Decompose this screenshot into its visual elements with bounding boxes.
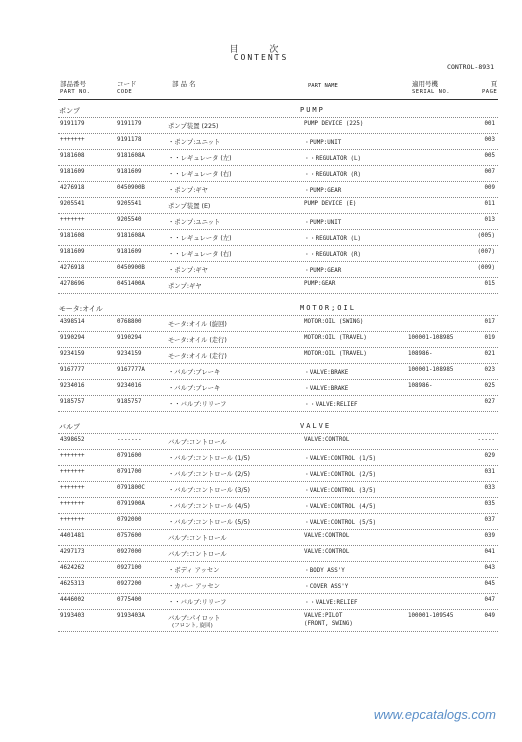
name-jp-cell: ・ポンプ:ギヤ (168, 267, 208, 274)
part-no-cell: 4276918 (60, 185, 85, 191)
title-en: CONTENTS (233, 53, 289, 62)
part-no-cell: 9193403 (60, 613, 85, 619)
section-header (0, 104, 522, 118)
part-no-cell: 4446002 (60, 597, 85, 603)
code-cell: 0791700 (117, 469, 142, 475)
table-row[interactable] (0, 262, 522, 278)
page-cell: (007) (477, 249, 495, 255)
table-row[interactable] (0, 348, 522, 364)
page-cell: 035 (484, 501, 495, 507)
page-cell: (005) (477, 233, 495, 239)
name-en-cell: VALVE:CONTROL (304, 549, 350, 555)
code-cell: 9167777A (117, 367, 145, 373)
name-en-cell: ・PUMP:UNIT (304, 140, 342, 146)
page-cell: 019 (484, 335, 495, 341)
name-jp-cell: ・カバー アッセン (168, 583, 220, 590)
name-en-cell: ・VALVE:CONTROL (3/5) (304, 488, 377, 494)
serial-cell: 100001-109545 (408, 613, 454, 619)
name-jp-cell: バルブ:パイロット (168, 615, 221, 622)
section-title-en: PUMP (300, 106, 325, 114)
code-cell: 0757600 (117, 533, 142, 539)
code-cell: 0450900B (117, 185, 145, 191)
page-cell: 017 (484, 319, 495, 325)
name-jp-cell: ・バルブ:ブレーキ (168, 369, 221, 376)
name-jp-cell: モータ:オイル (走行) (168, 337, 227, 344)
name-jp-cell: ・バルブ:コントロール (5/5) (168, 519, 251, 526)
section-title-en: VALVE (300, 422, 332, 430)
code-cell: 9191178 (117, 137, 142, 143)
code-cell: 0927100 (117, 565, 142, 571)
table-row[interactable] (0, 316, 522, 332)
table-row[interactable] (0, 364, 522, 380)
table-row[interactable] (0, 578, 522, 594)
header-code-jp: コード (117, 80, 137, 88)
header-code-en: CODE (117, 89, 133, 95)
table-row[interactable] (0, 214, 522, 230)
name-en-cell: MOTOR:OIL (TRAVEL) (304, 335, 367, 341)
part-no-cell: +++++++ (60, 217, 85, 223)
name-en-cell: MOTOR:OIL (SWING) (304, 319, 364, 325)
code-cell: 0791800C (117, 485, 145, 491)
name-jp-cell: バルブ:コントロール (168, 551, 227, 558)
name-en-cell: PUMP DEVICE (225) (304, 121, 364, 127)
table-row[interactable] (0, 230, 522, 246)
part-no-cell: 4401481 (60, 533, 85, 539)
page-cell: 003 (484, 137, 495, 143)
page-cell: 041 (484, 549, 495, 555)
part-no-cell: 9181608 (60, 153, 85, 159)
code-cell: 0450900B (117, 265, 145, 271)
name-en-cell: ・・REGULATOR (L) (304, 156, 361, 162)
serial-cell: 108986- (408, 351, 433, 357)
name-jp-cell: ポンプ装置 (225) (168, 123, 219, 130)
watermark: www.epcatalogs.com (373, 707, 496, 722)
code-cell: 0768800 (117, 319, 142, 325)
code-cell: 9193403A (117, 613, 145, 619)
code-cell: 0792000 (117, 517, 142, 523)
page-cell: 027 (484, 399, 495, 405)
part-no-cell: 9181608 (60, 233, 85, 239)
table-row[interactable] (0, 594, 522, 610)
section-title-en: MOTOR;OIL (300, 304, 356, 312)
page-cell: 005 (484, 153, 495, 159)
code-cell: 9190294 (117, 335, 142, 341)
header-serial (412, 80, 450, 96)
part-no-cell: 9181609 (60, 169, 85, 175)
part-no-cell: 9234016 (60, 383, 85, 389)
doc-code: CONTROL-8931 (447, 63, 494, 71)
table-row[interactable] (0, 134, 522, 150)
code-cell: 9234016 (117, 383, 142, 389)
name-jp-cell: ・バルブ:コントロール (1/5) (168, 455, 251, 462)
table-row[interactable] (0, 278, 522, 294)
name-en-cell: VALVE:PILOT (304, 613, 343, 619)
code-cell: 9181609 (117, 169, 142, 175)
table-row[interactable] (0, 246, 522, 262)
table-row[interactable] (0, 498, 522, 514)
table-row[interactable] (0, 482, 522, 498)
name-en-cell: ・PUMP:UNIT (304, 220, 342, 226)
part-no-cell: +++++++ (60, 517, 85, 523)
part-no-cell: 4276918 (60, 265, 85, 271)
header-code (117, 80, 137, 96)
code-cell: ------- (117, 437, 142, 443)
code-cell: 9205540 (117, 217, 142, 223)
table-row[interactable] (0, 466, 522, 482)
name-jp-cell: ・ボディ アッセン (168, 567, 220, 574)
table-row[interactable] (0, 118, 522, 134)
part-no-cell: 9205541 (60, 201, 85, 207)
name-en-cell: ・・REGULATOR (L) (304, 236, 361, 242)
name-en-cell-line2: (FRONT, SWING) (304, 621, 353, 627)
name-en-cell: ・VALVE:CONTROL (1/5) (304, 456, 377, 462)
part-no-cell: 9234159 (60, 351, 85, 357)
serial-cell: 100001-108985 (408, 335, 454, 341)
page-cell: 013 (484, 217, 495, 223)
code-cell: 0927000 (117, 549, 142, 555)
part-no-cell: 9181609 (60, 249, 85, 255)
name-jp-cell: ・バルブ:コントロール (4/5) (168, 503, 251, 510)
section-header (0, 420, 522, 434)
header-part-no-en: PART NO. (60, 89, 91, 95)
code-cell: 9181608A (117, 153, 145, 159)
page-cell: 037 (484, 517, 495, 523)
code-cell: 9185757 (117, 399, 142, 405)
code-cell: 9181608A (117, 233, 145, 239)
table-row[interactable] (0, 514, 522, 530)
page-cell: 029 (484, 453, 495, 459)
name-en-cell: ・VALVE:BRAKE (304, 370, 349, 376)
code-cell: 9181609 (117, 249, 142, 255)
page-cell: ----- (477, 437, 495, 443)
table-row[interactable] (0, 562, 522, 578)
code-cell: 9234159 (117, 351, 142, 357)
name-jp-cell: ・ポンプ:ギヤ (168, 187, 208, 194)
name-en-cell: VALVE:CONTROL (304, 533, 350, 539)
name-jp-cell: モータ:オイル (旋回) (168, 321, 227, 328)
page-cell: 033 (484, 485, 495, 491)
section-title-jp: モータ:オイル (59, 305, 103, 313)
part-no-cell: 9185757 (60, 399, 85, 405)
section-title-jp: バルブ (59, 423, 80, 431)
header-serial-jp: 適用号機 (412, 80, 438, 88)
name-jp-cell: ポンプ:ギヤ (168, 283, 202, 290)
page-cell: 049 (484, 613, 495, 619)
name-jp-cell: ・バルブ:コントロール (2/5) (168, 471, 251, 478)
name-en-cell: ・PUMP:GEAR (304, 268, 342, 274)
page-cell: 007 (484, 169, 495, 175)
page-cell: 009 (484, 185, 495, 191)
name-en-cell: MOTOR:OIL (TRAVEL) (304, 351, 367, 357)
name-jp-cell: ポンプ装置 (E) (168, 203, 211, 210)
name-en-cell: ・・REGULATOR (R) (304, 252, 361, 258)
title-jp: 目 次 (229, 45, 293, 55)
name-en-cell: ・VALVE:CONTROL (5/5) (304, 520, 377, 526)
section-title-jp: ポンプ (59, 107, 80, 115)
table-row[interactable] (0, 434, 522, 450)
table-row[interactable] (0, 198, 522, 214)
table-row[interactable] (0, 450, 522, 466)
table-row[interactable] (0, 380, 522, 396)
header-part-no-jp: 部品番号 (60, 80, 86, 88)
name-jp-cell: ・・レギュレータ (左) (168, 235, 232, 242)
name-en-cell: ・VALVE:CONTROL (4/5) (304, 504, 377, 510)
page-cell: 001 (484, 121, 495, 127)
table-row[interactable] (0, 610, 522, 632)
name-jp-cell: ・バルブ:ブレーキ (168, 385, 221, 392)
table-row[interactable] (0, 546, 522, 562)
part-no-cell: 9190294 (60, 335, 85, 341)
name-jp-cell: ・ポンプ:ユニット (168, 219, 221, 226)
table-row[interactable] (0, 182, 522, 198)
part-no-cell: 9191179 (60, 121, 85, 127)
part-no-cell: 4624262 (60, 565, 85, 571)
name-jp-cell: モータ:オイル (走行) (168, 353, 227, 360)
table-row[interactable] (0, 530, 522, 546)
serial-cell: 100001-108985 (408, 367, 454, 373)
header-part-no (60, 80, 91, 96)
table-row[interactable] (0, 332, 522, 348)
name-jp-cell: ・・バルブ:リリーフ (168, 599, 227, 606)
name-en-cell: VALVE:CONTROL (304, 437, 350, 443)
row-divider (58, 411, 498, 412)
name-jp-cell: バルブ:コントロール (168, 535, 227, 542)
header-part-name-en: PART NAME (308, 83, 338, 89)
name-en-cell: ・VALVE:CONTROL (2/5) (304, 472, 377, 478)
name-en-cell: ・・VALVE:RELIEF (304, 402, 358, 408)
code-cell: 9205541 (117, 201, 142, 207)
page-cell: 011 (484, 201, 495, 207)
page-cell: 039 (484, 533, 495, 539)
name-en-cell: PUMP DEVICE (E) (304, 201, 357, 207)
page-cell: 025 (484, 383, 495, 389)
header-name-jp: 部 品 名 (172, 80, 196, 88)
code-cell: 9191179 (117, 121, 142, 127)
page-cell: 021 (484, 351, 495, 357)
part-no-cell: 4398514 (60, 319, 85, 325)
part-no-cell: 4625313 (60, 581, 85, 587)
name-en-cell: ・BODY ASS'Y (304, 568, 345, 574)
part-no-cell: 4398652 (60, 437, 85, 443)
name-en-cell: ・COVER ASS'Y (304, 584, 349, 590)
name-jp-cell: ・・バルブ:リリーフ (168, 401, 227, 408)
part-no-cell: +++++++ (60, 501, 85, 507)
part-no-cell: 4297173 (60, 549, 85, 555)
name-jp-cell: ・・レギュレータ (右) (168, 251, 232, 258)
page-cell: 043 (484, 565, 495, 571)
page-cell: 045 (484, 581, 495, 587)
page-cell: 023 (484, 367, 495, 373)
name-jp-cell: ・・レギュレータ (左) (168, 155, 232, 162)
page-cell: 031 (484, 469, 495, 475)
table-row[interactable] (0, 150, 522, 166)
row-divider (58, 631, 498, 632)
header-page-jp: 頁 (490, 80, 498, 88)
code-cell: 0775400 (117, 597, 142, 603)
part-no-cell: 4278696 (60, 281, 85, 287)
name-jp-cell: ・ポンプ:ユニット (168, 139, 221, 146)
name-en-cell: ・VALVE:BRAKE (304, 386, 349, 392)
name-jp-cell: バルブ:コントロール (168, 439, 227, 446)
row-divider (58, 293, 498, 294)
code-cell: 0927200 (117, 581, 142, 587)
name-en-cell: PUMP:GEAR (304, 281, 336, 287)
page-cell: 047 (484, 597, 495, 603)
code-cell: 0791600 (117, 453, 142, 459)
header-rule (58, 99, 498, 100)
part-no-cell: +++++++ (60, 469, 85, 475)
name-jp-cell: ・・レギュレータ (右) (168, 171, 232, 178)
name-en-cell: ・・VALVE:RELIEF (304, 600, 358, 606)
page-cell: (009) (477, 265, 495, 271)
name-jp-cell: ・バルブ:コントロール (3/5) (168, 487, 251, 494)
name-en-cell: ・・REGULATOR (R) (304, 172, 361, 178)
header-page (482, 80, 497, 96)
header-serial-en: SERIAL NO. (412, 89, 451, 95)
page-cell: 015 (484, 281, 495, 287)
table-row[interactable] (0, 396, 522, 412)
part-no-cell: +++++++ (60, 137, 85, 143)
code-cell: 0451400A (117, 281, 145, 287)
table-row[interactable] (0, 166, 522, 182)
part-no-cell: +++++++ (60, 453, 85, 459)
code-cell: 0791900A (117, 501, 145, 507)
header-page-en: PAGE (482, 89, 498, 95)
serial-cell: 108986- (408, 383, 433, 389)
name-en-cell: ・PUMP:GEAR (304, 188, 342, 194)
section-header (0, 302, 522, 316)
part-no-cell: 9167777 (60, 367, 85, 373)
name-jp-cell-line2: (フロント, 旋回) (172, 623, 213, 629)
part-no-cell: +++++++ (60, 485, 85, 491)
